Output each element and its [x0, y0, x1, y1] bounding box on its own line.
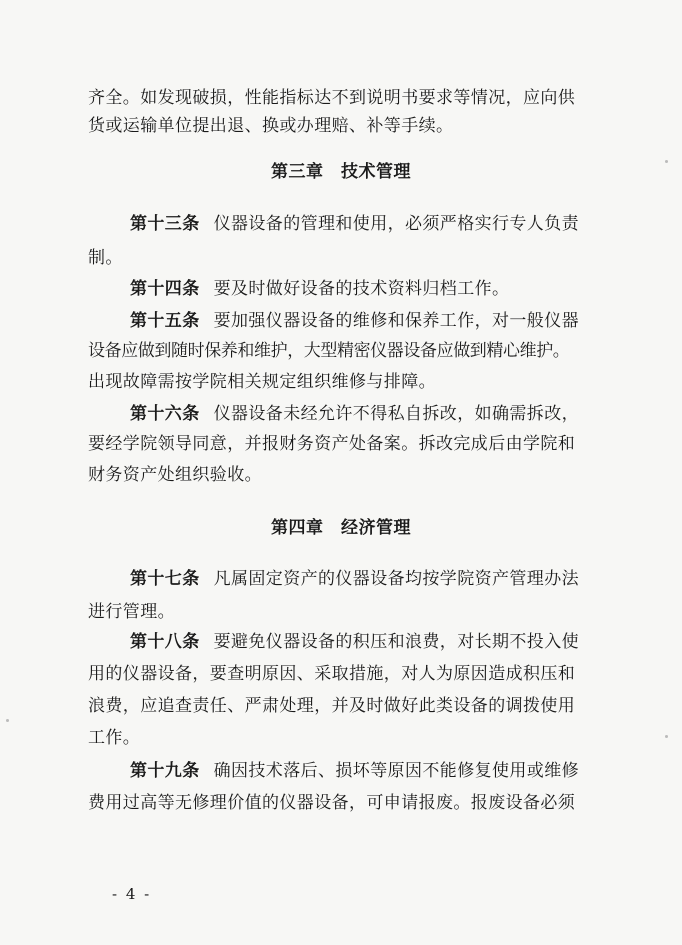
article-text: 仪器设备的管理和使用，必须严格实行专人负责 — [213, 214, 580, 234]
article-number: 第十四条 — [130, 279, 200, 299]
body-line: 费用过高等无修理价值的仪器设备，可申请报废。报废设备必须 — [88, 793, 576, 813]
article-number: 第十五条 — [130, 311, 200, 331]
article-number: 第十六条 — [130, 404, 200, 424]
page-number: - 4 - — [112, 885, 152, 903]
body-line: 制。 — [88, 248, 123, 268]
article-text: 要加强仪器设备的维修和保养工作，对一般仪器 — [213, 311, 580, 331]
article-19 — [130, 759, 579, 783]
article-17 — [130, 567, 579, 591]
body-line: 进行管理。 — [88, 602, 175, 622]
article-number: 第十九条 — [130, 761, 200, 781]
body-line: 齐全。如发现破损，性能指标达不到说明书要求等情况，应向供 — [88, 88, 576, 108]
body-line: 财务资产处组织验收。 — [88, 465, 262, 485]
article-number: 第十八条 — [130, 632, 200, 652]
article-16 — [130, 402, 579, 426]
article-13 — [130, 212, 579, 236]
body-line: 货或运输单位提出退、换或办理赔、补等手续。 — [88, 116, 454, 136]
body-line: 工作。 — [88, 728, 141, 748]
body-line: 要经学院领导同意，并报财务资产处备案。拆改完成后由学院和 — [88, 434, 576, 454]
body-line: 浪费，应追查责任、严肃处理，并及时做好此类设备的调拨使用 — [88, 696, 576, 716]
scan-speck — [6, 719, 9, 722]
body-line: 出现故障需按学院相关规定组织维修与排障。 — [88, 372, 436, 392]
article-text: 仪器设备未经允许不得私自拆改，如确需拆改， — [213, 404, 580, 424]
article-14 — [130, 277, 509, 301]
body-line: 用的仪器设备，要查明原因、采取措施，对人为原因造成积压和 — [88, 664, 576, 684]
article-18 — [130, 630, 579, 654]
article-number: 第十三条 — [130, 214, 200, 234]
scan-speck — [665, 160, 668, 163]
article-text: 凡属固定资产的仪器设备均按学院资产管理办法 — [213, 569, 580, 589]
article-text: 确因技术落后、损坏等原因不能修复使用或维修 — [213, 761, 580, 781]
article-text: 要及时做好设备的技术资料归档工作。 — [213, 279, 510, 299]
chapter-4-heading: 第四章 经济管理 — [271, 518, 411, 538]
chapter-3-heading: 第三章 技术管理 — [271, 162, 411, 182]
article-15 — [130, 309, 579, 333]
article-number: 第十七条 — [130, 569, 200, 589]
body-line: 设备应做到随时保养和维护，大型精密仪器设备应做到精心维护。 — [88, 341, 570, 361]
scan-speck — [665, 735, 668, 738]
article-text: 要避免仪器设备的积压和浪费，对长期不投入使 — [213, 632, 580, 652]
